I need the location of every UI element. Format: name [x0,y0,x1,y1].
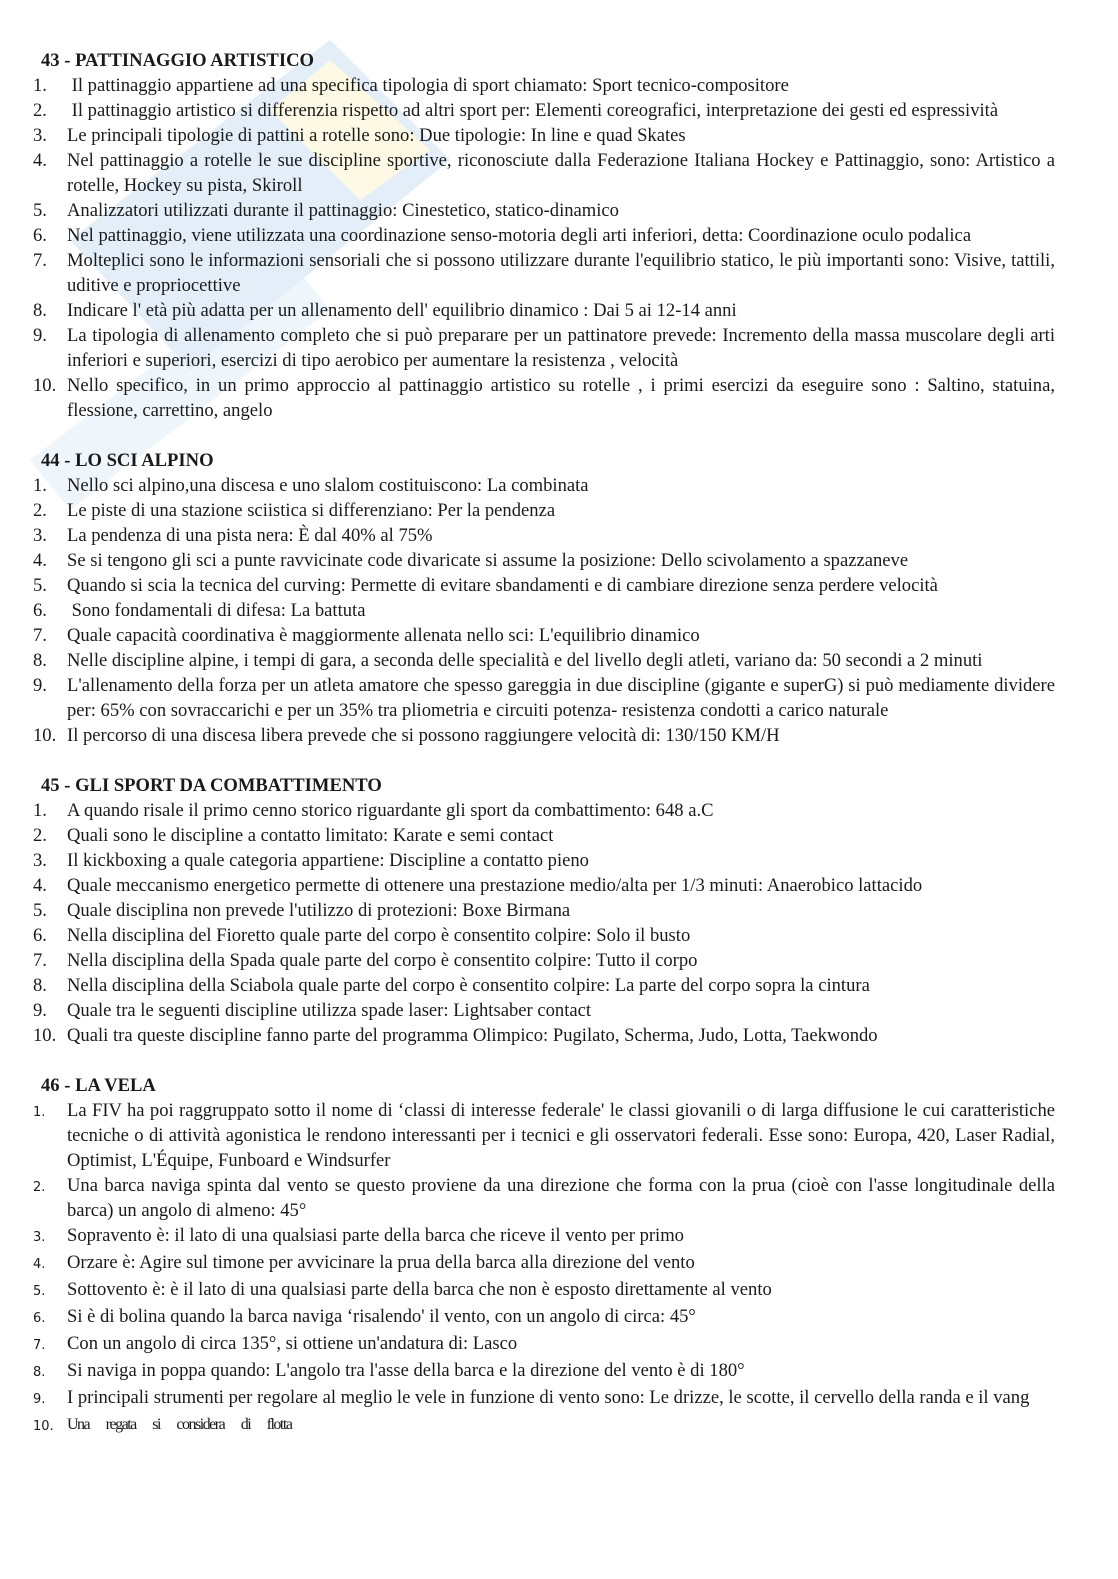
question-list [33,473,1060,748]
question-list [33,1098,1060,1439]
list-item [33,798,1055,823]
item-text: Analizzatori utilizzati durante il pattinaggio: Cinestetico, statico-dinamico [67,200,619,221]
item-text: Nella disciplina della Sciabola quale parte del corpo è consentito colpire: La parte del corpo sopra la cintura [67,975,870,996]
item-number: 4. [33,550,47,571]
section-title: 45 - GLI SPORT DA COMBATTIMENTO [41,775,382,796]
item-number: 5. [33,200,47,221]
item-number: 1. [33,1105,46,1120]
item-text: Nello sci alpino,una discesa e uno slalom costituiscono: La combinata [67,475,589,496]
question-list [33,73,1060,423]
item-text: La tipologia di allenamento completo che si può preparare per un pattinatore prevede: Incremento della massa muscolare degli arti inferiori e superiori, esercizi di tipo aerobico per aumentare la resistenza , velocità [67,325,1060,371]
list-item [33,373,1060,423]
list-item [33,723,1055,748]
item-text: Le piste di una stazione sciistica si differenziano: Per la pendenza [67,500,556,521]
item-text: La FIV ha poi raggruppato sotto il nome di ‘classi di interesse federale' le classi giovanili o di larga diffusione le cui caratteristiche tecniche o di attività agonistica le rendono interessanti per i tecnici e gli osservatori federali. Esse sono: Europa, 420, Laser Radial, Optimist, L'Équipe, Funboard e Windsurfer [67,1100,1060,1171]
item-number: 1. [33,800,47,821]
item-text: Il kickboxing a quale categoria appartiene: Discipline a contatto pieno [67,850,589,871]
section-46 [33,1073,1060,1439]
item-number: 7. [33,250,47,271]
list-item [33,148,1060,198]
list-item [33,1385,1055,1412]
list-item [33,548,1055,573]
list-item [33,98,1055,123]
item-text: Sopravento è: il lato di una qualsiasi parte della barca che riceve il vento per primo [67,1225,684,1246]
item-text: Quali tra queste discipline fanno parte del programma Olimpico: Pugilato, Scherma, Judo, Lotta, Taekwondo [67,1025,878,1046]
section-title: 44 - LO SCI ALPINO [41,450,214,471]
item-number: 5. [33,1284,46,1299]
list-item [33,1173,1060,1223]
item-text: Nelle discipline alpine, i tempi di gara, a seconda delle specialità e del livello degli atleti, variano da: 50 secondi a 2 minuti [67,650,983,671]
list-item [33,1412,1055,1439]
item-number: 8. [33,975,47,996]
item-number: 10. [33,1419,54,1434]
list-item [33,673,1060,723]
list-item [33,498,1055,523]
list-item [33,123,1055,148]
section-45 [33,773,1055,1048]
item-text: Si naviga in poppa quando: L'angolo tra l'asse della barca e la direzione del vento è di 180° [67,1360,745,1381]
item-text: La pendenza di una pista nera: È dal 40% al 75% [67,525,433,546]
list-item [33,73,1055,98]
list-item [33,523,1055,548]
item-number: 8. [33,1365,46,1380]
list-item [33,1358,1055,1385]
item-number: 4. [33,875,47,896]
item-text: Una regata si considera di flotta [67,1416,292,1433]
item-text: Il pattinaggio artistico si differenzia rispetto ad altri sport per: Elementi coreografici, interpretazione dei gesti ed espressività [67,100,999,121]
list-item [33,198,1055,223]
section-44 [33,448,1060,748]
item-text: Con un angolo di circa 135°, si ottiene un'andatura di: Lasco [67,1333,518,1354]
list-item [33,573,1055,598]
list-item [33,1250,1055,1277]
list-item [33,1223,1055,1250]
item-text: Quale meccanismo energetico permette di ottenere una prestazione medio/alta per 1/3 minuti: Anaerobico lattacido [67,875,923,896]
item-text: Nel pattinaggio, viene utilizzata una coordinazione senso-motoria degli arti inferiori, detta: Coordinazione oculo podalica [67,225,972,246]
item-number: 10. [33,1025,57,1046]
section-title: 46 - LA VELA [41,1075,156,1096]
item-number: 3. [33,850,47,871]
list-item [33,1098,1060,1173]
item-number: 1. [33,475,47,496]
list-item [33,598,1055,623]
list-item [33,223,1055,248]
item-number: 7. [33,625,47,646]
section-title: 43 - PATTINAGGIO ARTISTICO [41,50,314,71]
list-item [33,1331,1055,1358]
item-number: 5. [33,900,47,921]
item-number: 6. [33,925,47,946]
list-item [33,1304,1055,1331]
list-item [33,298,1055,323]
item-number: 2. [33,1180,46,1195]
item-number: 6. [33,600,47,621]
list-item [33,323,1060,373]
item-text: Quale capacità coordinativa è maggiormente allenata nello sci: L'equilibrio dinamico [67,625,700,646]
list-item [33,848,1055,873]
item-text: Il percorso di una discesa libera prevede che si possono raggiungere velocità di: 130/150 KM/H [67,725,780,746]
list-item [33,973,1055,998]
item-number: 7. [33,1338,46,1353]
list-item [33,473,1055,498]
item-text: A quando risale il primo cenno storico riguardante gli sport da combattimento: 648 a.C [67,800,714,821]
list-item [33,623,1055,648]
item-number: 1. [33,75,47,96]
item-number: 3. [33,125,47,146]
item-number: 3. [33,525,47,546]
item-text: Quali sono le discipline a contatto limitato: Karate e semi contact [67,825,554,846]
item-number: 8. [33,300,47,321]
item-number: 2. [33,500,47,521]
item-text: Quale tra le seguenti discipline utilizza spade laser: Lightsaber contact [67,1000,592,1021]
list-item [33,948,1055,973]
item-text: Molteplici sono le informazioni sensoriali che si possono utilizzare durante l'equilibrio statico, le più importanti sono: Visive, tattili, uditive e propriocettive [67,250,1060,296]
list-item [33,1023,1055,1048]
item-number: 7. [33,950,47,971]
item-text: Nello specifico, in un primo approccio al pattinaggio artistico su rotelle , i primi esercizi da eseguire sono : Saltino, statuina, flessione, carrettino, angelo [67,375,1060,421]
item-text: I principali strumenti per regolare al meglio le vele in funzione di vento sono: Le drizze, le scotte, il cervello della randa e il vang [67,1387,1030,1408]
item-number: 6. [33,1311,46,1326]
item-text: Il pattinaggio appartiene ad una specifica tipologia di sport chiamato: Sport tecnico-compositore [67,75,789,96]
list-item [33,998,1055,1023]
list-item [33,823,1055,848]
item-number: 2. [33,825,47,846]
document-page [33,48,1060,1464]
item-number: 9. [33,1392,46,1407]
list-item [33,1277,1055,1304]
item-number: 6. [33,225,47,246]
item-text: Si è di bolina quando la barca naviga ‘risalendo' il vento, con un angolo di circa: 45° [67,1306,696,1327]
item-text: Le principali tipologie di pattini a rotelle sono: Due tipologie: In line e quad Skates [67,125,686,146]
list-item [33,873,1055,898]
list-item [33,248,1060,298]
item-number: 4. [33,150,47,171]
list-item [33,898,1055,923]
item-number: 10. [33,375,57,396]
item-number: 8. [33,650,47,671]
list-item [33,923,1055,948]
item-text: Una barca naviga spinta dal vento se questo proviene da una direzione che forma con la prua (cioè con l'asse longitudinale della barca) un angolo di almeno: 45° [67,1175,1060,1221]
item-number: 9. [33,675,47,696]
item-text: L'allenamento della forza per un atleta amatore che spesso gareggia in due discipline (gigante e superG) si può mediamente dividere per: 65% con sovraccarichi e per un 35% tra pliometria e circuiti potenza- resistenza condotti a carico naturale [67,675,1060,721]
item-number: 2. [33,100,47,121]
item-number: 10. [33,725,57,746]
item-text: Sottovento è: è il lato di una qualsiasi parte della barca che non è esposto direttamente al vento [67,1279,772,1300]
item-text: Orzare è: Agire sul timone per avvicinare la prua della barca alla direzione del vento [67,1252,695,1273]
item-text: Quando si scia la tecnica del curving: Permette di evitare sbandamenti e di cambiare direzione senza perdere velocità [67,575,938,596]
item-text: Sono fondamentali di difesa: La battuta [67,600,366,621]
list-item [33,648,1055,673]
item-number: 9. [33,325,47,346]
item-number: 5. [33,575,47,596]
item-text: Indicare l' età più adatta per un allenamento dell' equilibrio dinamico : Dai 5 ai 12-14 anni [67,300,737,321]
question-list [33,798,1055,1048]
item-text: Se si tengono gli sci a punte ravvicinate code divaricate si assume la posizione: Dello scivolamento a spazzaneve [67,550,909,571]
item-number: 3. [33,1230,46,1245]
item-text: Nel pattinaggio a rotelle le sue discipline sportive, riconosciute dalla Federazione Italiana Hockey e Pattinaggio, sono: Artistico a rotelle, Hockey su pista, Skiroll [67,150,1060,196]
item-text: Nella disciplina della Spada quale parte del corpo è consentito colpire: Tutto il corpo [67,950,698,971]
item-text: Quale disciplina non prevede l'utilizzo di protezioni: Boxe Birmana [67,900,571,921]
item-text: Nella disciplina del Fioretto quale parte del corpo è consentito colpire: Solo il busto [67,925,691,946]
section-43 [33,48,1060,423]
item-number: 4. [33,1257,46,1272]
item-number: 9. [33,1000,47,1021]
